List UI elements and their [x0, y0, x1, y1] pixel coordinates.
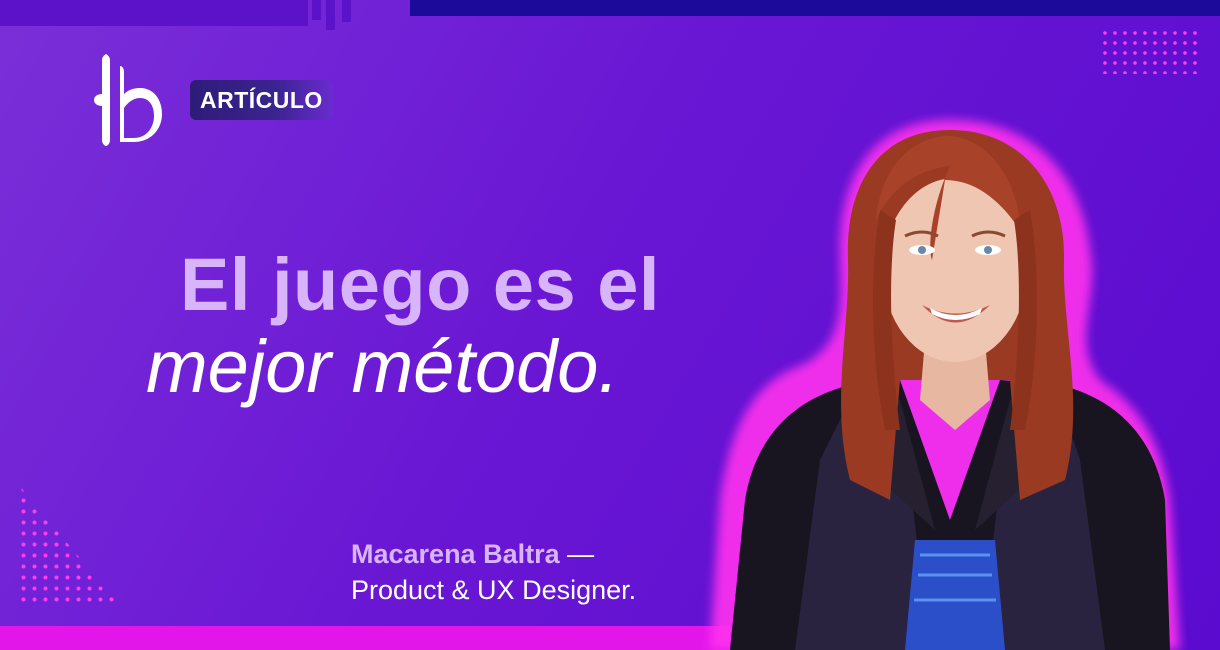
bottom-accent-bar	[0, 626, 730, 650]
top-decor-bar-right	[410, 0, 1220, 16]
top-decor-bar-left	[0, 0, 308, 26]
author-block	[351, 536, 636, 608]
top-decor-stub	[312, 0, 321, 20]
author-name-line	[351, 536, 636, 572]
article-badge: ARTÍCULO	[190, 80, 333, 120]
brand-logo-icon	[94, 54, 164, 146]
top-decor-stub	[342, 0, 351, 22]
dot-pattern-bottom-left	[18, 484, 118, 604]
headline-line-2: mejor método.	[146, 325, 619, 408]
headline-line-1: El juego es el	[180, 243, 660, 326]
top-decor-stub	[326, 0, 335, 30]
author-role: Product & UX Designer.	[351, 575, 637, 605]
portrait-photo	[700, 100, 1220, 650]
author-name: Macarena Baltra	[351, 539, 560, 569]
dot-pattern-top-right	[1100, 28, 1200, 74]
author-dash: —	[559, 539, 595, 569]
